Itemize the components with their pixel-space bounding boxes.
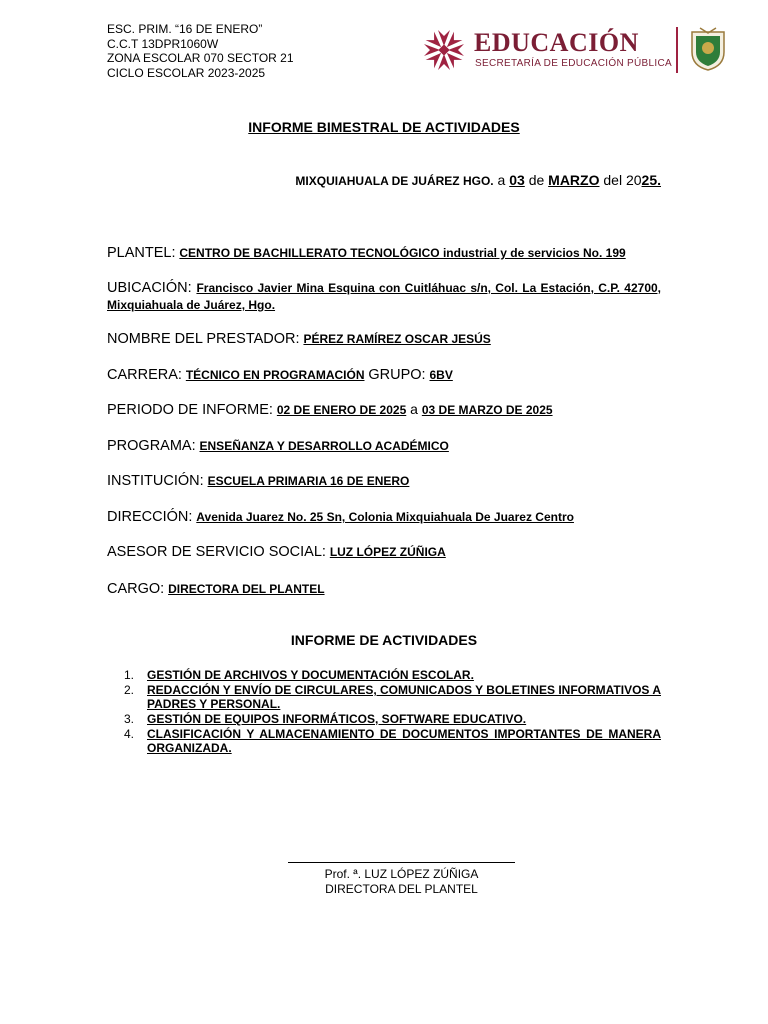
school-cycle: CICLO ESCOLAR 2023-2025 <box>107 65 266 80</box>
prestador-label: NOMBRE DEL PRESTADOR: <box>107 331 300 347</box>
logo-wordmark: EDUCACIÓN <box>474 28 639 57</box>
activity-item <box>107 683 661 711</box>
place-city: MIXQUIAHUALA DE JUÁREZ HGO. <box>295 174 494 188</box>
signature-name: Prof. ª. LUZ LÓPEZ ZÚÑIGA <box>324 867 479 881</box>
periodo-a: a <box>410 401 418 417</box>
field-carrera <box>107 366 661 383</box>
place-date <box>295 172 661 188</box>
field-asesor <box>107 543 661 560</box>
carrera-value: TÉCNICO EN PROGRAMACIÓN <box>185 368 365 382</box>
field-cargo <box>107 580 661 597</box>
signature-role: DIRECTORA DEL PLANTEL <box>325 881 478 896</box>
date-month: MARZO <box>548 172 600 188</box>
report-title: INFORME BIMESTRAL DE ACTIVIDADES <box>248 119 520 135</box>
sep-logo <box>420 24 730 76</box>
periodo-label: PERIODO DE INFORME: <box>107 402 273 418</box>
logo-subtitle: SECRETARÍA DE EDUCACIÓN PÚBLICA <box>475 58 672 69</box>
grupo-label: GRUPO: <box>368 367 426 383</box>
place-a: a <box>497 172 506 188</box>
activity-text: GESTIÓN DE EQUIPOS INFORMÁTICOS, SOFTWARE EDUCATIVO. <box>147 712 527 726</box>
activity-number: 2. <box>124 683 135 697</box>
programa-label: PROGRAMA: <box>107 438 196 454</box>
activity-number: 4. <box>124 727 135 741</box>
prestador-value: PÉREZ RAMÍREZ OSCAR JESÚS <box>303 332 491 346</box>
carrera-label: CARRERA: <box>107 367 182 383</box>
programa-value: ENSEÑANZA Y DESARROLLO ACADÉMICO <box>199 439 449 453</box>
cargo-value: DIRECTORA DEL PLANTEL <box>168 582 325 596</box>
plantel-label: PLANTEL: <box>107 245 176 261</box>
date-year: 25. <box>641 172 661 188</box>
date-del: del 20 <box>603 172 642 188</box>
field-programa <box>107 437 661 454</box>
ubicacion-label: UBICACIÓN: <box>107 280 192 296</box>
activities-list <box>107 668 661 756</box>
activity-text: GESTIÓN DE ARCHIVOS Y DOCUMENTACIÓN ESCOLAR. <box>147 668 474 682</box>
star-emblem-icon <box>420 26 468 74</box>
school-info <box>107 22 294 80</box>
activity-item <box>107 727 661 755</box>
periodo-from: 02 DE ENERO DE 2025 <box>276 403 407 417</box>
signature-block <box>288 862 515 896</box>
activity-number: 1. <box>124 668 135 682</box>
cargo-label: CARGO: <box>107 581 165 597</box>
direccion-label: DIRECCIÓN: <box>107 509 193 525</box>
grupo-value: 6BV <box>429 368 453 382</box>
field-institucion <box>107 472 661 489</box>
state-shield-icon <box>688 26 728 74</box>
institucion-label: INSTITUCIÓN: <box>107 473 204 489</box>
direccion-value: Avenida Juarez No. 25 Sn, Colonia Mixquiahuala De Juarez Centro <box>196 510 574 524</box>
date-day: 03 <box>509 172 525 188</box>
school-name: ESC. PRIM. “16 DE ENERO” <box>107 22 263 36</box>
plantel-value: CENTRO DE BACHILLERATO TECNOLÓGICO industrial y de servicios No. 199 <box>179 246 626 260</box>
school-cct: C.C.T 13DPR1060W <box>107 36 219 51</box>
field-ubicacion <box>107 279 661 313</box>
field-direccion <box>107 508 661 525</box>
ubicacion-value: Francisco Javier Mina Esquina con Cuitláhuac s/n, Col. La Estación, C.P. 42700, Mixquiahuala de Juárez, Hgo. <box>107 281 661 312</box>
activity-text: REDACCIÓN Y ENVÍO DE CIRCULARES, COMUNICADOS Y BOLETINES INFORMATIVOS A PADRES Y PERSONAL. <box>147 683 661 711</box>
field-plantel <box>107 244 661 261</box>
activities-title: INFORME DE ACTIVIDADES <box>290 632 478 648</box>
date-de: de <box>528 172 545 188</box>
institucion-value: ESCUELA PRIMARIA 16 DE ENERO <box>207 474 410 488</box>
activity-item <box>107 668 661 682</box>
activity-text: CLASIFICACIÓN Y ALMACENAMIENTO DE DOCUMENTOS IMPORTANTES DE MANERA ORGANIZADA. <box>147 727 661 755</box>
school-zone: ZONA ESCOLAR 070 SECTOR 21 <box>107 51 294 65</box>
logo-divider <box>676 27 678 73</box>
asesor-label: ASESOR DE SERVICIO SOCIAL: <box>107 544 326 560</box>
field-prestador <box>107 330 661 347</box>
asesor-value: LUZ LÓPEZ ZÚÑIGA <box>329 545 446 559</box>
activity-item <box>107 712 661 726</box>
activity-number: 3. <box>124 712 135 726</box>
field-periodo <box>107 401 661 418</box>
periodo-to: 03 DE MARZO DE 2025 <box>421 403 553 417</box>
